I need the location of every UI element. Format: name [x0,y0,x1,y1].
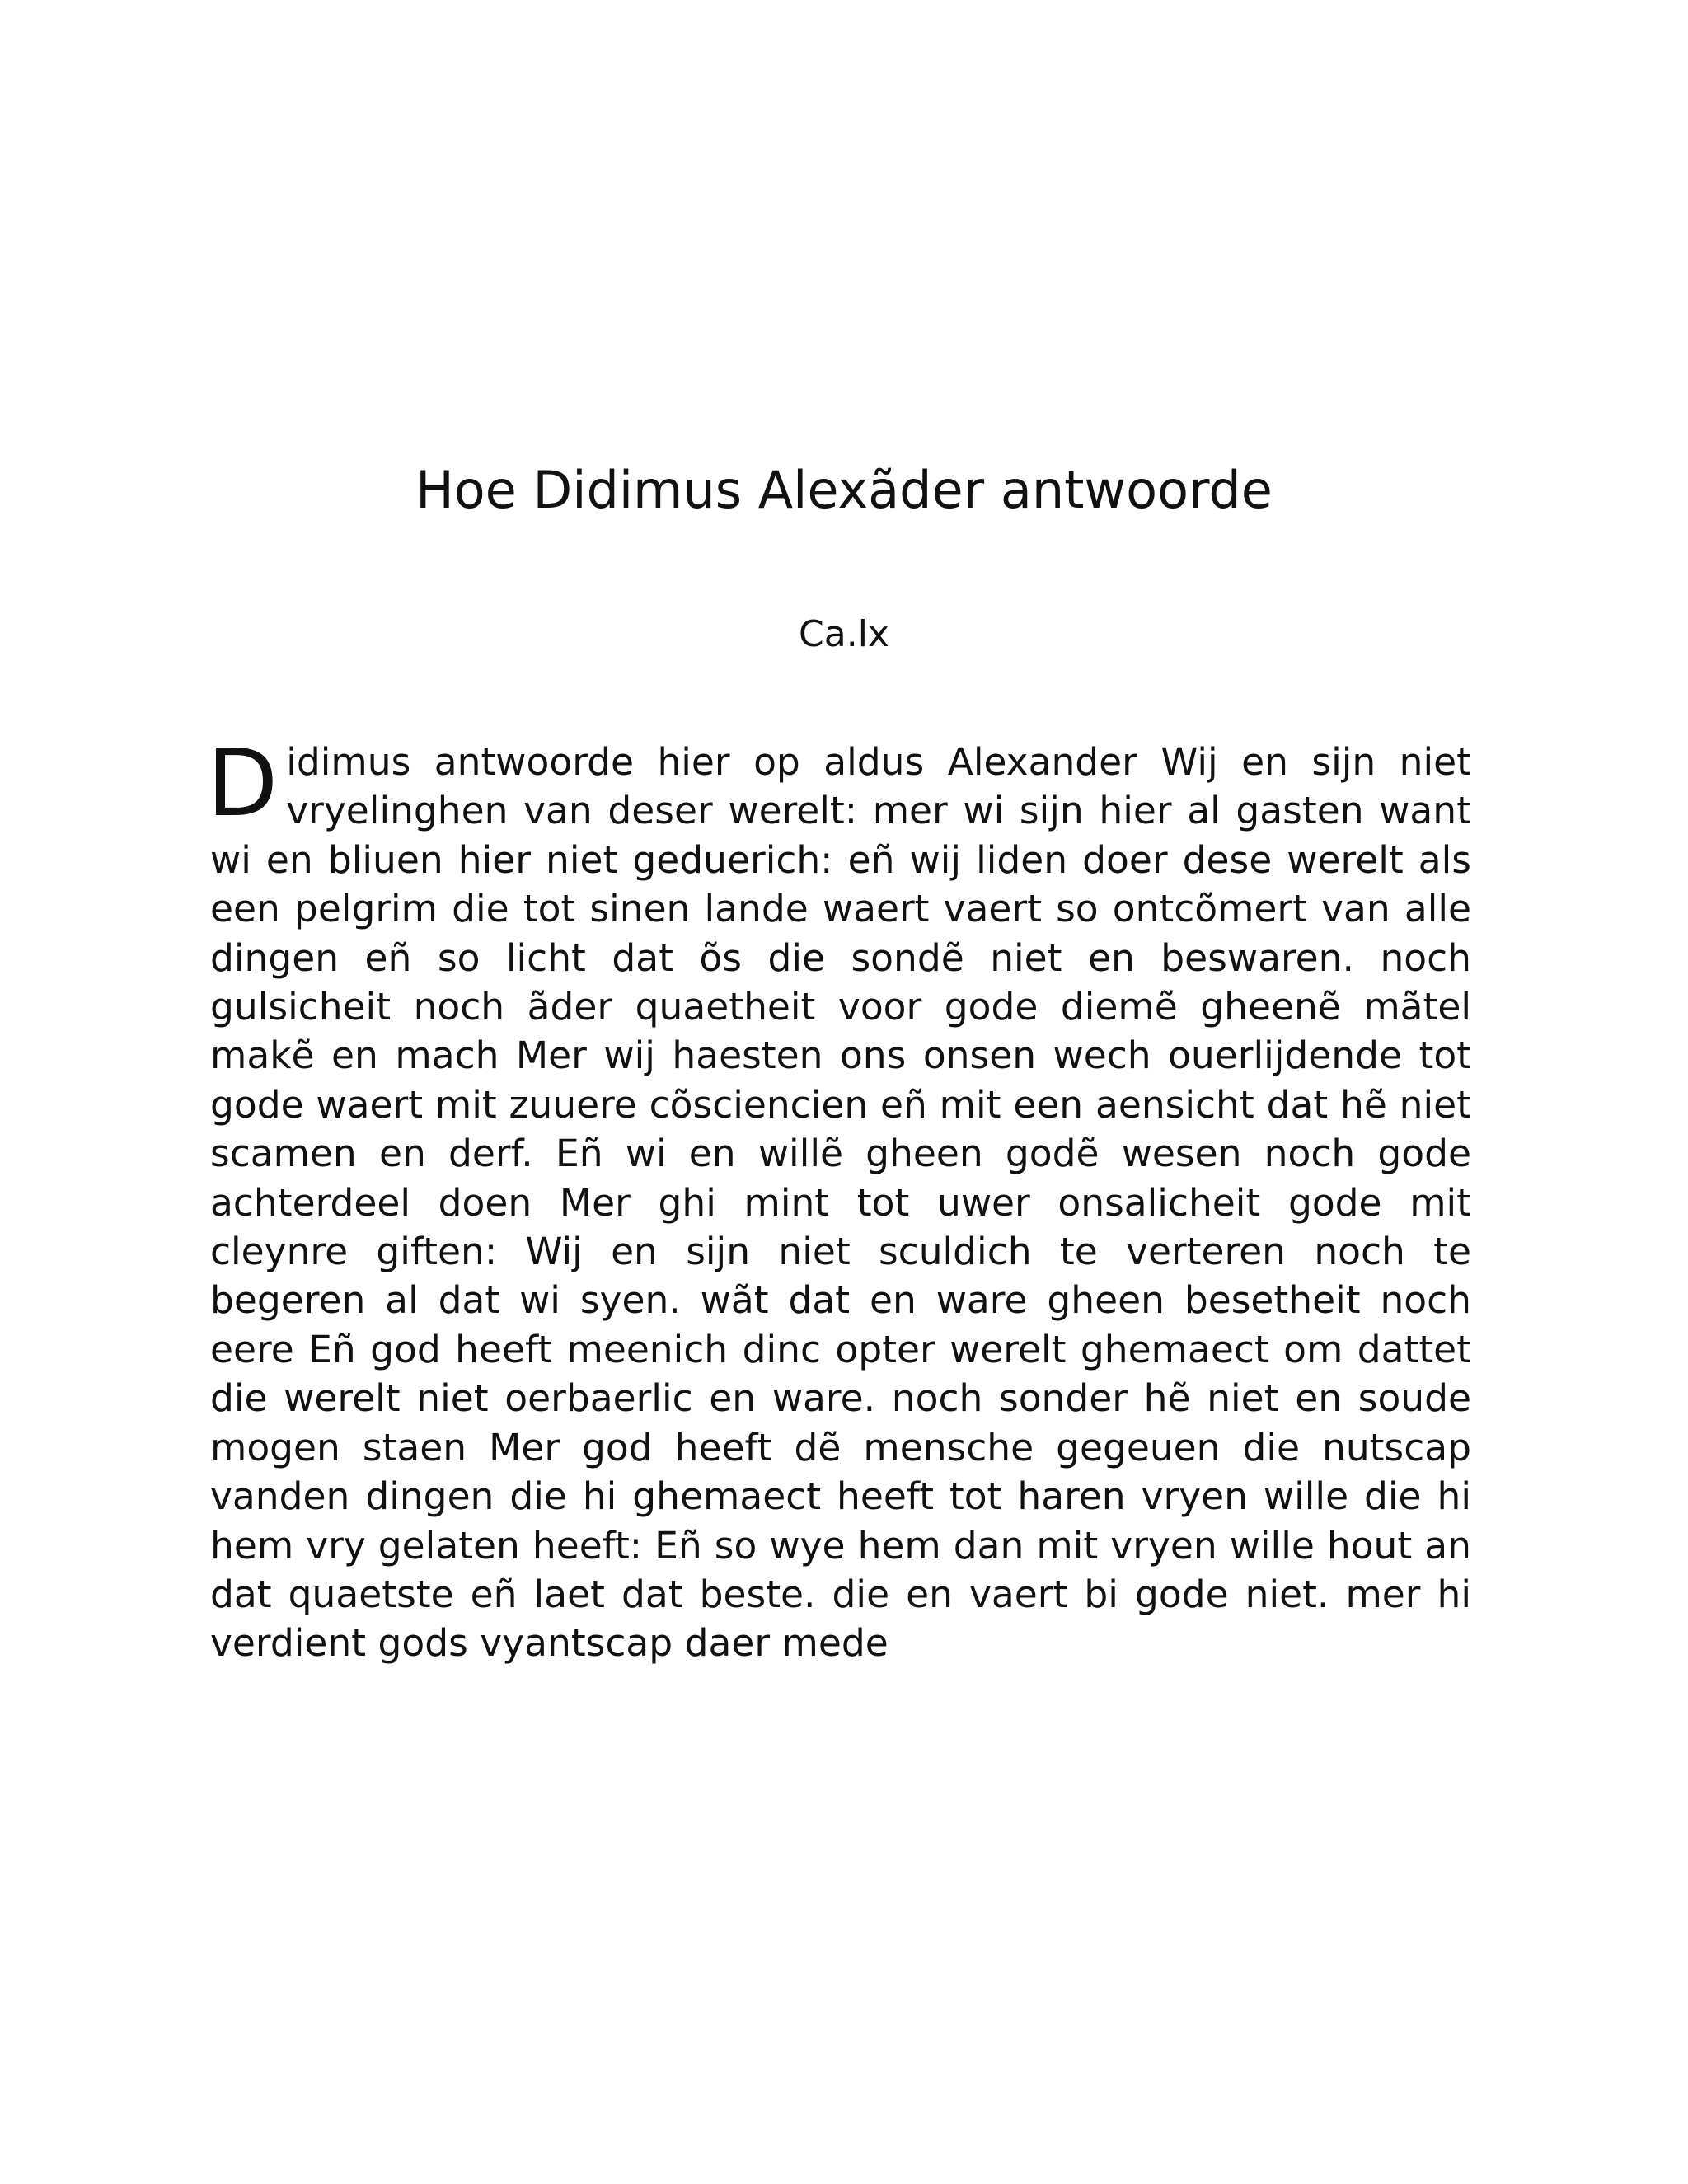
chapter-number: Ca.lx [799,613,889,655]
drop-cap-initial: D [207,730,279,837]
body-paragraph [207,730,1471,1668]
chapter-title: Hoe Didimus Alexãder antwoorde [415,460,1273,520]
body-text: idimus antwoorde hier op aldus Alexander Wij en sijn niet vryelinghen van deser werelt: mer wi sijn hier al gasten want wi en bliuen hier niet geduerich: eñ wij liden doer dese werelt als een pelgrim die tot sinen lande waert vaert so ontcõmert van alle dingen eñ so licht dat õs die sondẽ niet en beswaren. noch gulsicheit noch ãder quaetheit voor gode diemẽ gheenẽ mãtel makẽ en mach Mer wij haesten ons onsen wech ouerlijdende tot gode waert mit zuuere cõsciencien eñ mit een aensicht dat hẽ niet scamen en derf. Eñ wi en willẽ gheen godẽ wesen noch gode achterdeel doen Mer ghi mint tot uwer onsalicheit gode mit cleynre giften: Wij en sijn niet sculdich te verteren noch te begeren al dat wi syen. wãt dat en ware gheen besetheit noch eere Eñ god heeft meenich dinc opter werelt ghemaect om dattet die werelt niet oerbaerlic en ware. noch sonder hẽ niet en soude mogen staen Mer god heeft dẽ mensche gegeuen die nutscap vanden dingen die hi ghemaect heeft tot haren vryen wille die hi hem vry gelaten heeft: Eñ so wye hem dan mit vryen wille hout an dat quaetste eñ laet dat beste. die en vaert bi gode niet. mer hi verdient gods vyantscap daer mede [210,740,1471,1666]
